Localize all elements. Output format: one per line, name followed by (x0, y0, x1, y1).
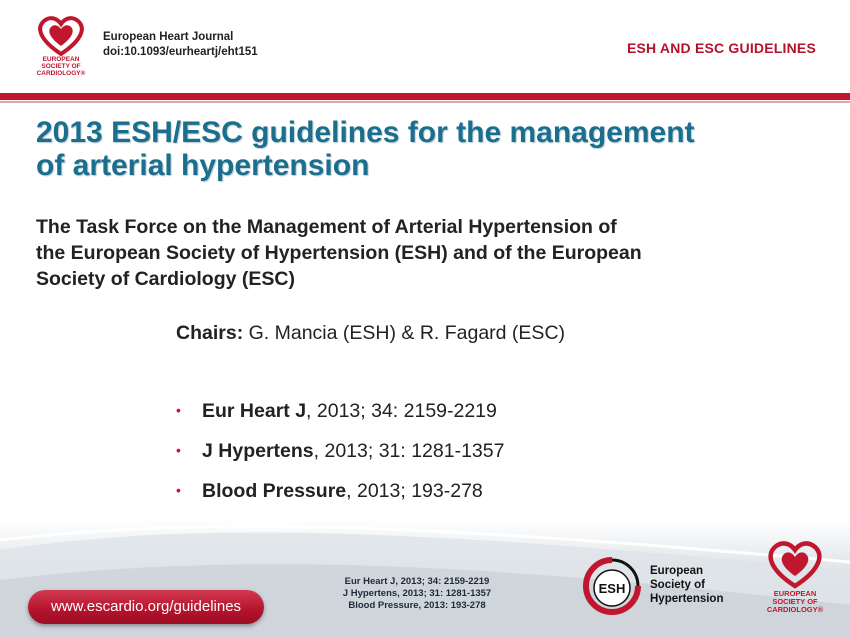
page-title: 2013 ESH/ESC guidelines for the management of arterial hypertension (36, 116, 695, 182)
esc-logo-top-text: EUROPEAN SOCIETY OF CARDIOLOGY® (36, 56, 86, 77)
esh-ring-icon (582, 556, 642, 616)
heart-icon (30, 12, 92, 58)
chairs-line (176, 322, 565, 345)
header-divider-thin (0, 101, 850, 103)
section-tag: ESH AND ESC GUIDELINES (626, 40, 816, 56)
reference-list (176, 400, 504, 520)
bullet-icon: • (176, 482, 181, 498)
task-force-subtitle: The Task Force on the Management of Arterial Hypertension of the European Society of Hypertension (ESH) and of the European Society of Cardiology (ESC) (36, 216, 642, 290)
reference-journal: J Hypertens (202, 440, 314, 462)
bullet-icon: • (176, 402, 181, 418)
chairs-names: G. Mancia (ESH) & R. Fagard (ESC) (248, 322, 566, 344)
journal-info (103, 30, 258, 60)
chairs-label: Chairs: (176, 322, 244, 344)
guidelines-url-button[interactable]: www.escardio.org/guidelines (28, 590, 264, 624)
reference-detail: , 2013; 193-278 (346, 480, 483, 502)
journal-doi: doi:10.1093/eurheartj/eht151 (103, 46, 258, 58)
list-item (176, 400, 504, 421)
heart-icon (760, 536, 830, 590)
esh-logo (582, 556, 642, 616)
esc-logo-bottom-text: EUROPEAN SOCIETY OF CARDIOLOGY® (766, 589, 824, 614)
esc-logo-top (30, 12, 92, 84)
reference-detail: , 2013; 34: 2159-2219 (306, 400, 497, 422)
esc-logo-bottom (760, 536, 830, 624)
reference-detail: , 2013; 31: 1281-1357 (313, 440, 505, 462)
journal-name: European Heart Journal (103, 31, 234, 43)
reference-journal: Eur Heart J (202, 400, 307, 422)
list-item (176, 440, 504, 461)
footer-references: Eur Heart J, 2013; 34: 2159-2219 J Hypertens, 2013; 31: 1281-1357 Blood Pressure, 2013: 193-278 (342, 576, 492, 611)
esh-badge-text: ESH (598, 581, 626, 596)
reference-journal: Blood Pressure (202, 480, 347, 502)
list-item (176, 480, 504, 501)
bullet-icon: • (176, 442, 181, 458)
esh-name: European Society of Hypertension (650, 565, 724, 605)
header-divider (0, 93, 850, 100)
